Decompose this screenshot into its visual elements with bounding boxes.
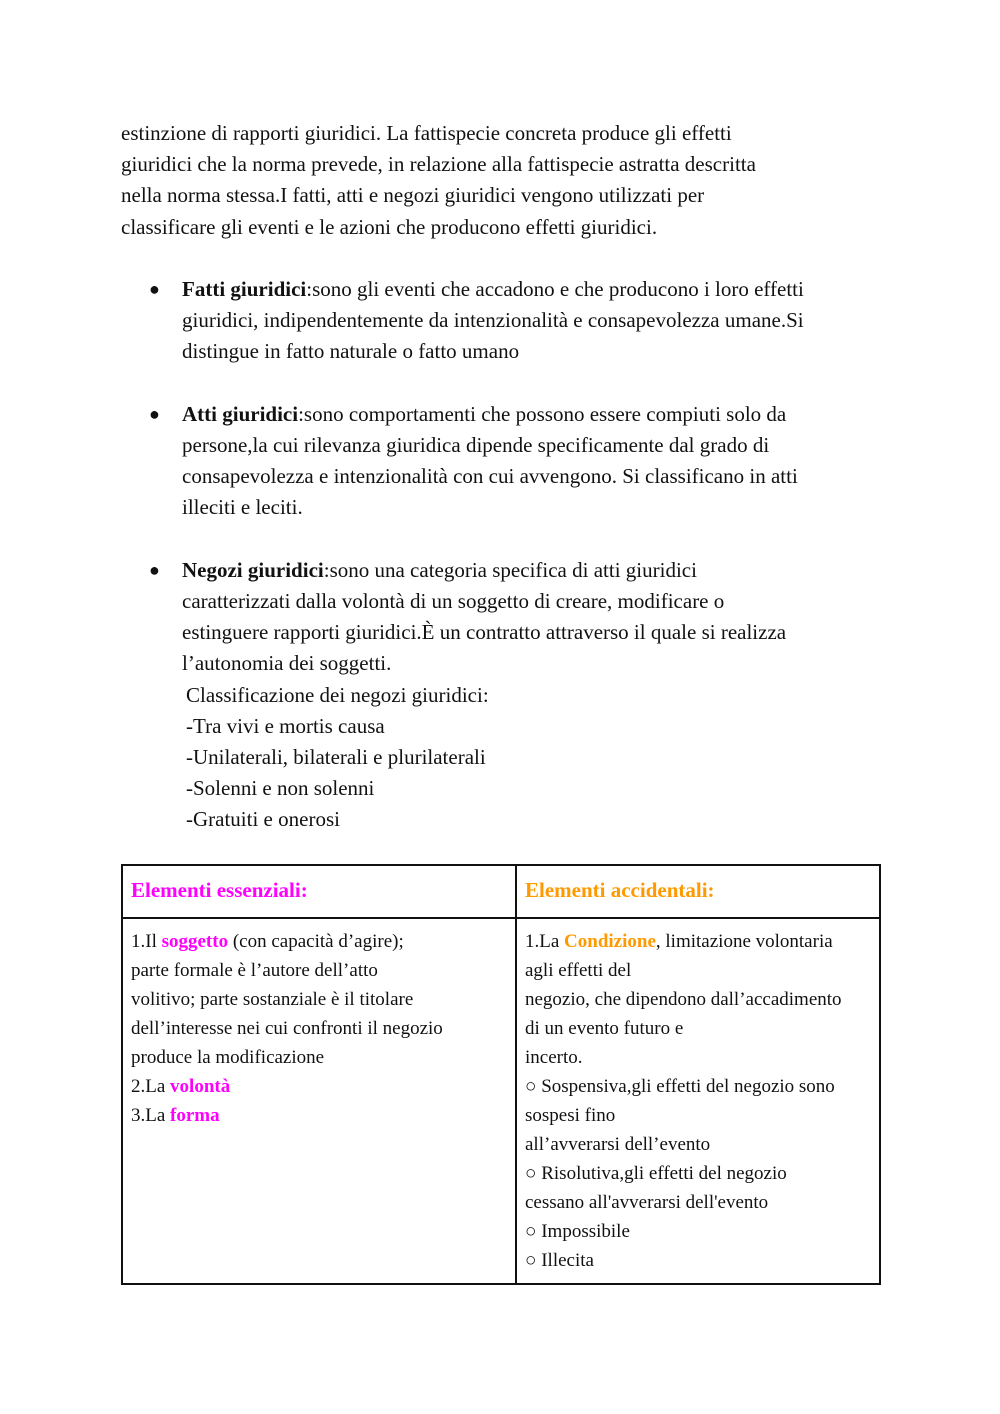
header-elementi-accidentali: Elementi accidentali: xyxy=(516,865,880,918)
term-negozi-giuridici: Negozi giuridici xyxy=(182,557,324,582)
accidental-line: ○ Illecita xyxy=(525,1250,594,1271)
header-elementi-essenziali: Elementi essenziali: xyxy=(122,865,516,918)
highlight-forma: forma xyxy=(170,1105,220,1126)
item-suffix: , limitazione volontaria xyxy=(655,931,833,952)
table-header-row xyxy=(122,865,880,918)
definition-line: :sono comportamenti che possono essere compiuti solo da xyxy=(298,401,787,426)
item-prefix: 1.La xyxy=(525,931,565,952)
item-prefix: 3.La xyxy=(131,1105,171,1126)
definition-line: :sono una categoria specifica di atti giuridici xyxy=(323,557,697,582)
accidental-line: all’avverarsi dell’evento xyxy=(525,1134,711,1155)
definition-line: :sono gli eventi che accadono e che producono i loro effetti xyxy=(306,277,804,301)
classification-title: Classificazione dei negozi giuridici: xyxy=(186,682,489,707)
classification-item: -Unilaterali, bilaterali e plurilaterali xyxy=(186,745,486,770)
definition-line: estinguere rapporti giuridici.È un contratto attraverso il quale si realizza xyxy=(182,620,787,645)
essential-item-2 xyxy=(131,1072,507,1101)
list-item-fatti-giuridici xyxy=(121,274,881,368)
intro-line: classificare gli eventi e le azioni che producono effetti giuridici. xyxy=(121,214,658,239)
accidental-line: ○ Sospensiva,gli effetti del negozio sono xyxy=(525,1076,835,1097)
definition-line: illeciti e leciti. xyxy=(182,495,303,520)
definition-line: l’autonomia dei soggetti. xyxy=(182,651,392,676)
classification-item: -Tra vivi e mortis causa xyxy=(186,713,385,738)
definition-line: persone,la cui rilevanza giuridica dipende specificamente dal grado di xyxy=(182,433,770,457)
item-suffix: (con capacità d’agire); xyxy=(228,931,404,952)
intro-paragraph xyxy=(121,118,881,243)
accidental-line: di un evento futuro e xyxy=(525,1018,684,1039)
elements-table xyxy=(121,864,881,1285)
list-item-atti-giuridici xyxy=(121,399,881,524)
definition-line: giuridici, indipendentemente da intenzionalità e consapevolezza umane.Si xyxy=(182,308,804,333)
bullet-icon: ● xyxy=(149,403,160,424)
table-row xyxy=(122,918,880,1284)
list-item-negozi-giuridici xyxy=(121,555,881,836)
accidental-line: agli effetti del xyxy=(525,960,632,981)
definition-line: distingue in fatto naturale o fatto umano xyxy=(182,339,520,364)
essential-line: dell’interesse nei cui confronti il negozio xyxy=(131,1018,443,1039)
accidental-line: ○ Impossibile xyxy=(525,1221,630,1242)
definition-line: caratterizzati dalla volontà di un soggetto di creare, modificare o xyxy=(182,589,725,613)
item-prefix: 2.La xyxy=(131,1076,171,1097)
accidental-line: ○ Risolutiva,gli effetti del negozio xyxy=(525,1163,787,1184)
bullet-icon: ● xyxy=(149,279,160,299)
essential-line: produce la modificazione xyxy=(131,1047,325,1068)
highlight-condizione: Condizione xyxy=(564,931,656,952)
item-prefix: 1.Il xyxy=(131,931,162,952)
classification-item: -Solenni e non solenni xyxy=(186,776,375,801)
essential-line: parte formale è l’autore dell’atto xyxy=(131,960,378,981)
intro-line: nella norma stessa.I fatti, atti e negozi giuridici vengono utilizzati per xyxy=(121,183,705,208)
document-body xyxy=(121,118,881,836)
intro-line: giuridici che la norma prevede, in relazione alla fattispecie astratta descritta xyxy=(121,152,756,177)
essential-line: volitivo; parte sostanziale è il titolare xyxy=(131,989,414,1010)
accidental-line: negozio, che dipendono dall’accadimento xyxy=(525,989,842,1010)
definitions-list xyxy=(121,274,881,836)
accidental-line: incerto. xyxy=(525,1047,583,1068)
classification-item: -Gratuiti e onerosi xyxy=(186,807,340,832)
definition-line: consapevolezza e intenzionalità con cui avvengono. Si classificano in atti xyxy=(182,464,798,489)
cell-essential-elements xyxy=(122,918,516,1284)
essential-item-3 xyxy=(131,1101,507,1130)
cell-accidental-elements xyxy=(516,918,880,1284)
term-atti-giuridici: Atti giuridici xyxy=(182,401,299,426)
highlight-volonta: volontà xyxy=(170,1076,231,1097)
accidental-line: cessano all'avverarsi dell'evento xyxy=(525,1192,769,1213)
intro-line: estinzione di rapporti giuridici. La fattispecie concreta produce gli effetti xyxy=(121,121,732,145)
essential-item-1 xyxy=(131,927,507,956)
bullet-icon: ● xyxy=(149,559,160,580)
term-fatti-giuridici: Fatti giuridici xyxy=(182,277,307,301)
accidental-item-1 xyxy=(525,927,871,956)
accidental-line: sospesi fino xyxy=(525,1105,616,1126)
highlight-soggetto: soggetto xyxy=(161,931,229,952)
